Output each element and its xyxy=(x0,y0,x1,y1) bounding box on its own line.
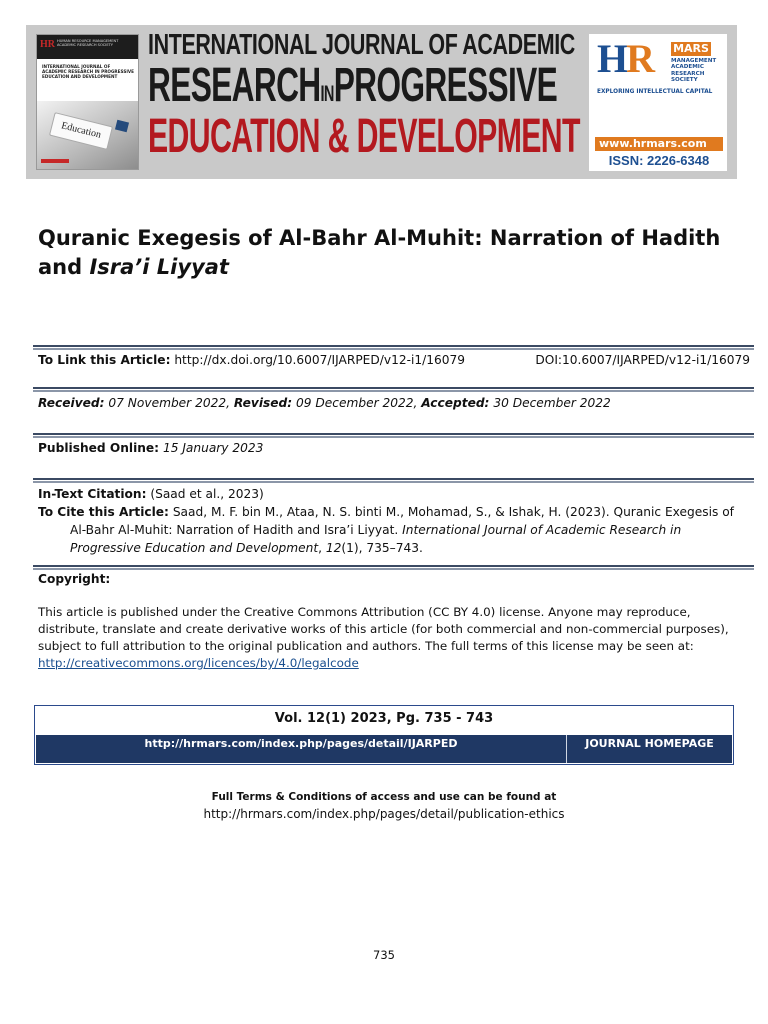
publisher-society-text: MANAGEMENT ACADEMIC RESEARCH SOCIETY xyxy=(671,58,717,84)
journal-title xyxy=(148,31,588,161)
journal-url-link[interactable]: http://hrmars.com/index.php/pages/detail/IJARPED xyxy=(36,735,567,763)
intext-citation: (Saad et al., 2023) xyxy=(150,487,264,501)
cite-issue-pages: (1), 735–743. xyxy=(341,541,423,555)
journal-link-bar xyxy=(36,735,732,763)
accepted-label: Accepted: xyxy=(421,396,490,410)
journal-title-line3: EDUCATION & DEVELOPMENT xyxy=(148,110,580,163)
revised-date: 09 December 2022, xyxy=(296,396,418,410)
publisher-website: www.hrmars.com xyxy=(595,137,723,151)
divider-rule xyxy=(33,387,754,392)
link-article-row xyxy=(38,351,750,369)
graduate-icon xyxy=(115,120,129,133)
cover-keyboard-photo xyxy=(37,101,138,169)
journal-cover-image xyxy=(36,34,139,170)
intext-citation-row xyxy=(38,485,750,503)
citation-block xyxy=(38,485,750,557)
divider-rule xyxy=(33,345,754,350)
cite-authors-title: Saad, M. F. bin M., Ataa, N. S. binti M., Mohamad, S., & Ishak, H. (2023). Quranic Exegesis of Al-Bahr Al-Muhit: Narration of Hadith and Isra’i Liyyat. xyxy=(70,505,734,537)
journal-issn: ISSN: 2226-6348 xyxy=(608,153,710,168)
logo-letter-h: H xyxy=(597,36,627,81)
journal-title-in: IN xyxy=(320,81,334,106)
cite-article-label: To Cite this Article: xyxy=(38,505,169,519)
terms-url-link[interactable]: http://hrmars.com/index.php/pages/detail/publication-ethics xyxy=(203,807,565,821)
article-title-italic: Isra’i Liyyat xyxy=(89,255,229,279)
hrmars-logo-icon xyxy=(597,36,654,81)
published-label: Published Online: xyxy=(38,441,160,455)
terms-heading: Full Terms & Conditions of access and use can be found at xyxy=(211,791,557,803)
published-row xyxy=(38,439,750,457)
divider-rule xyxy=(33,433,754,438)
revised-label: Revised: xyxy=(233,396,293,410)
cover-logo: HR xyxy=(40,39,55,50)
accepted-date: 30 December 2022 xyxy=(493,396,611,410)
copyright-text xyxy=(38,604,750,672)
cite-volume: 12 xyxy=(325,541,342,555)
cover-title-text: INTERNATIONAL JOURNAL OF ACADEMIC RESEARCH IN PROGRESSIVE EDUCATION AND DEVELOPMENT xyxy=(42,64,135,79)
page-number: 735 xyxy=(373,948,395,962)
link-article-label-group xyxy=(38,351,465,369)
copyright-label-row xyxy=(38,570,750,588)
divider-rule xyxy=(33,478,754,483)
dates-row xyxy=(38,394,750,412)
journal-title-line1: INTERNATIONAL JOURNAL OF ACADEMIC xyxy=(148,29,575,61)
article-doi: DOI:10.6007/IJARPED/v12-i1/16079 xyxy=(535,353,750,367)
article-title-main: Quranic Exegesis of Al-Bahr Al-Muhit: Narration of Hadith and xyxy=(38,226,721,279)
journal-title-research: RESEARCH xyxy=(148,59,321,112)
volume-pages: Vol. 12(1) 2023, Pg. 735 - 743 xyxy=(274,711,494,726)
publisher-mars-badge: MARS xyxy=(671,42,711,56)
article-doi-url[interactable]: http://dx.doi.org/10.6007/IJARPED/v12-i1/16079 xyxy=(174,353,465,367)
volume-box xyxy=(34,705,734,765)
published-date: 15 January 2023 xyxy=(162,441,264,455)
cite-separator: , xyxy=(318,541,323,555)
journal-title-line2 xyxy=(148,59,558,112)
journal-banner xyxy=(26,25,737,179)
intext-citation-label: In-Text Citation: xyxy=(38,487,147,501)
link-article-label: To Link this Article: xyxy=(38,353,171,367)
copyright-body: This article is published under the Creative Commons Attribution (CC BY 4.0) license. Anyone may reproduce, distribute, translate and create derivative works of this article (for both commercial and non-commercial purposes), subject to full attribution to the original publication and authors. The full terms of this license may be seen at: xyxy=(38,605,729,653)
article-title xyxy=(38,224,738,282)
cover-header xyxy=(37,35,138,59)
received-label: Received: xyxy=(38,396,105,410)
cover-publisher-text: HUMAN RESOURCE MANAGEMENT ACADEMIC RESEARCH SOCIETY xyxy=(57,39,119,48)
cite-article-row xyxy=(38,503,750,557)
logo-letter-r: R xyxy=(626,36,654,81)
journal-homepage-link[interactable]: JOURNAL HOMEPAGE xyxy=(585,737,714,750)
license-link[interactable]: http://creativecommons.org/licences/by/4.0/legalcode xyxy=(38,656,359,670)
publisher-tagline: EXPLORING INTELLECTUAL CAPITAL xyxy=(597,89,713,95)
publisher-logo-box xyxy=(589,34,727,171)
cover-accent-bar xyxy=(41,159,69,163)
copyright-label: Copyright: xyxy=(38,572,111,586)
received-date: 07 November 2022, xyxy=(108,396,230,410)
journal-title-progressive: PROGRESSIVE xyxy=(333,59,558,112)
cite-journal-name: International Journal of Academic Research in Progressive Education and Development xyxy=(70,523,682,555)
cover-education-key: Education xyxy=(49,112,113,150)
